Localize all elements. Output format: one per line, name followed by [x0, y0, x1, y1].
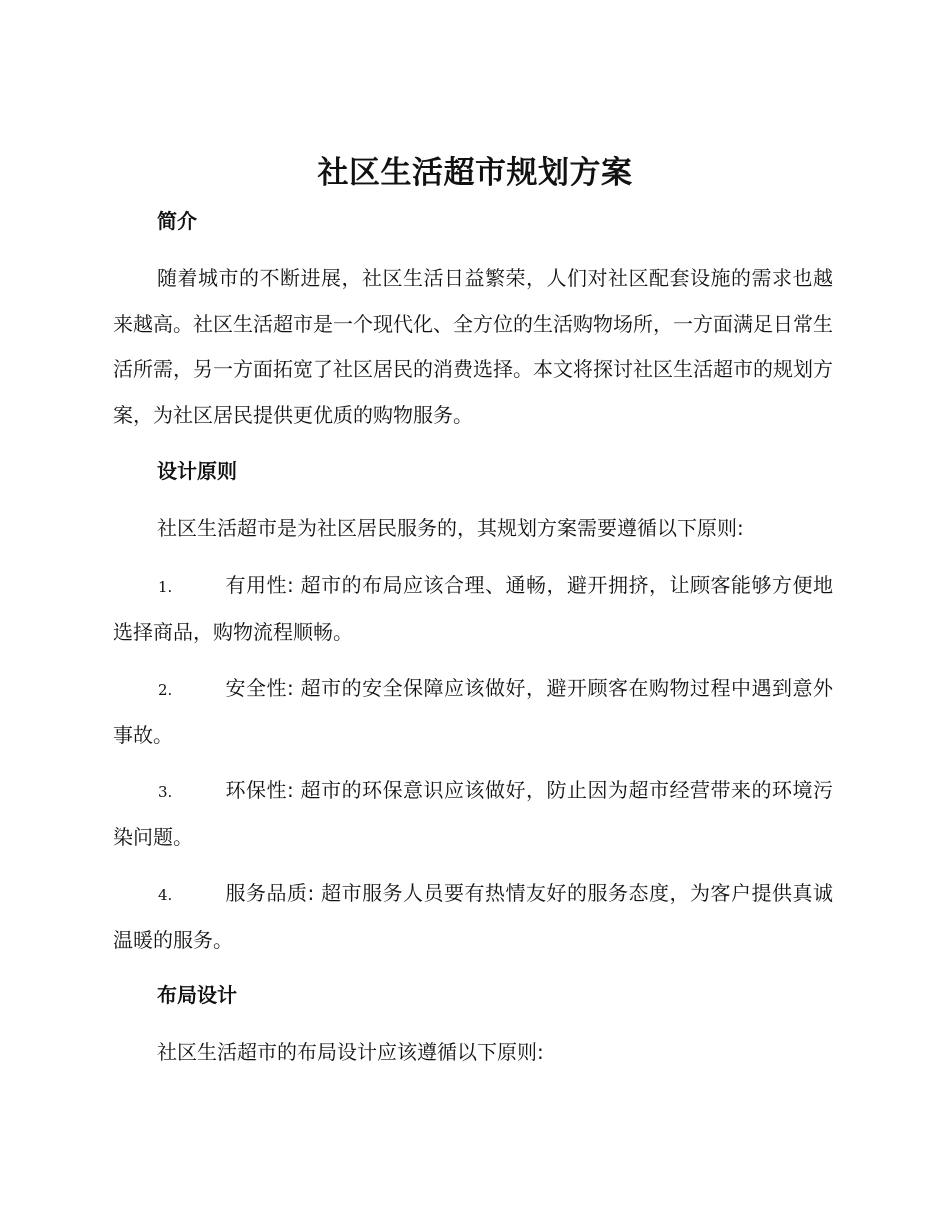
list-item-text: 服务品质: 超市服务人员要有热情友好的服务态度，为客户提供真诚温暖的服务。 — [113, 881, 833, 952]
principle-item-1 — [113, 563, 833, 655]
section-heading-layout: 布局设计 — [157, 983, 237, 1007]
section-heading-intro: 简介 — [157, 209, 197, 233]
document-title: 社区生活超市规划方案 — [317, 155, 633, 191]
principles-intro: 社区生活超市是为社区居民服务的，其规划方案需要遵循以下原则: — [157, 516, 744, 540]
intro-paragraph: 随着城市的不断进展，社区生活日益繁荣，人们对社区配套设施的需求也越来越高。社区生活超市是一个现代化、全方位的生活购物场所，一方面满足日常生活所需，另一方面拓宽了社区居民的消费选择。本文将探讨社区生活超市的规划方案，为社区居民提供更优质的购物服务。 — [113, 266, 833, 427]
list-item-text: 安全性: 超市的安全保障应该做好，避开顾客在购物过程中遇到意外事故。 — [113, 676, 833, 747]
list-item-text: 有用性: 超市的布局应该合理、通畅，避开拥挤，让顾客能够方便地选择商品，购物流程顺畅。 — [113, 573, 833, 644]
list-number: 1. — [158, 578, 173, 596]
principle-item-4 — [113, 871, 833, 963]
list-number: 2. — [158, 681, 173, 699]
list-number: 3. — [158, 783, 173, 801]
principle-item-2 — [113, 666, 833, 758]
list-item-text: 环保性: 超市的环保意识应该做好，防止因为超市经营带来的环境污染问题。 — [113, 778, 833, 849]
list-number: 4. — [158, 886, 173, 904]
section-heading-principles: 设计原则 — [157, 459, 237, 483]
layout-intro: 社区生活超市的布局设计应该遵循以下原则: — [157, 1040, 544, 1064]
principle-item-3 — [113, 768, 833, 860]
